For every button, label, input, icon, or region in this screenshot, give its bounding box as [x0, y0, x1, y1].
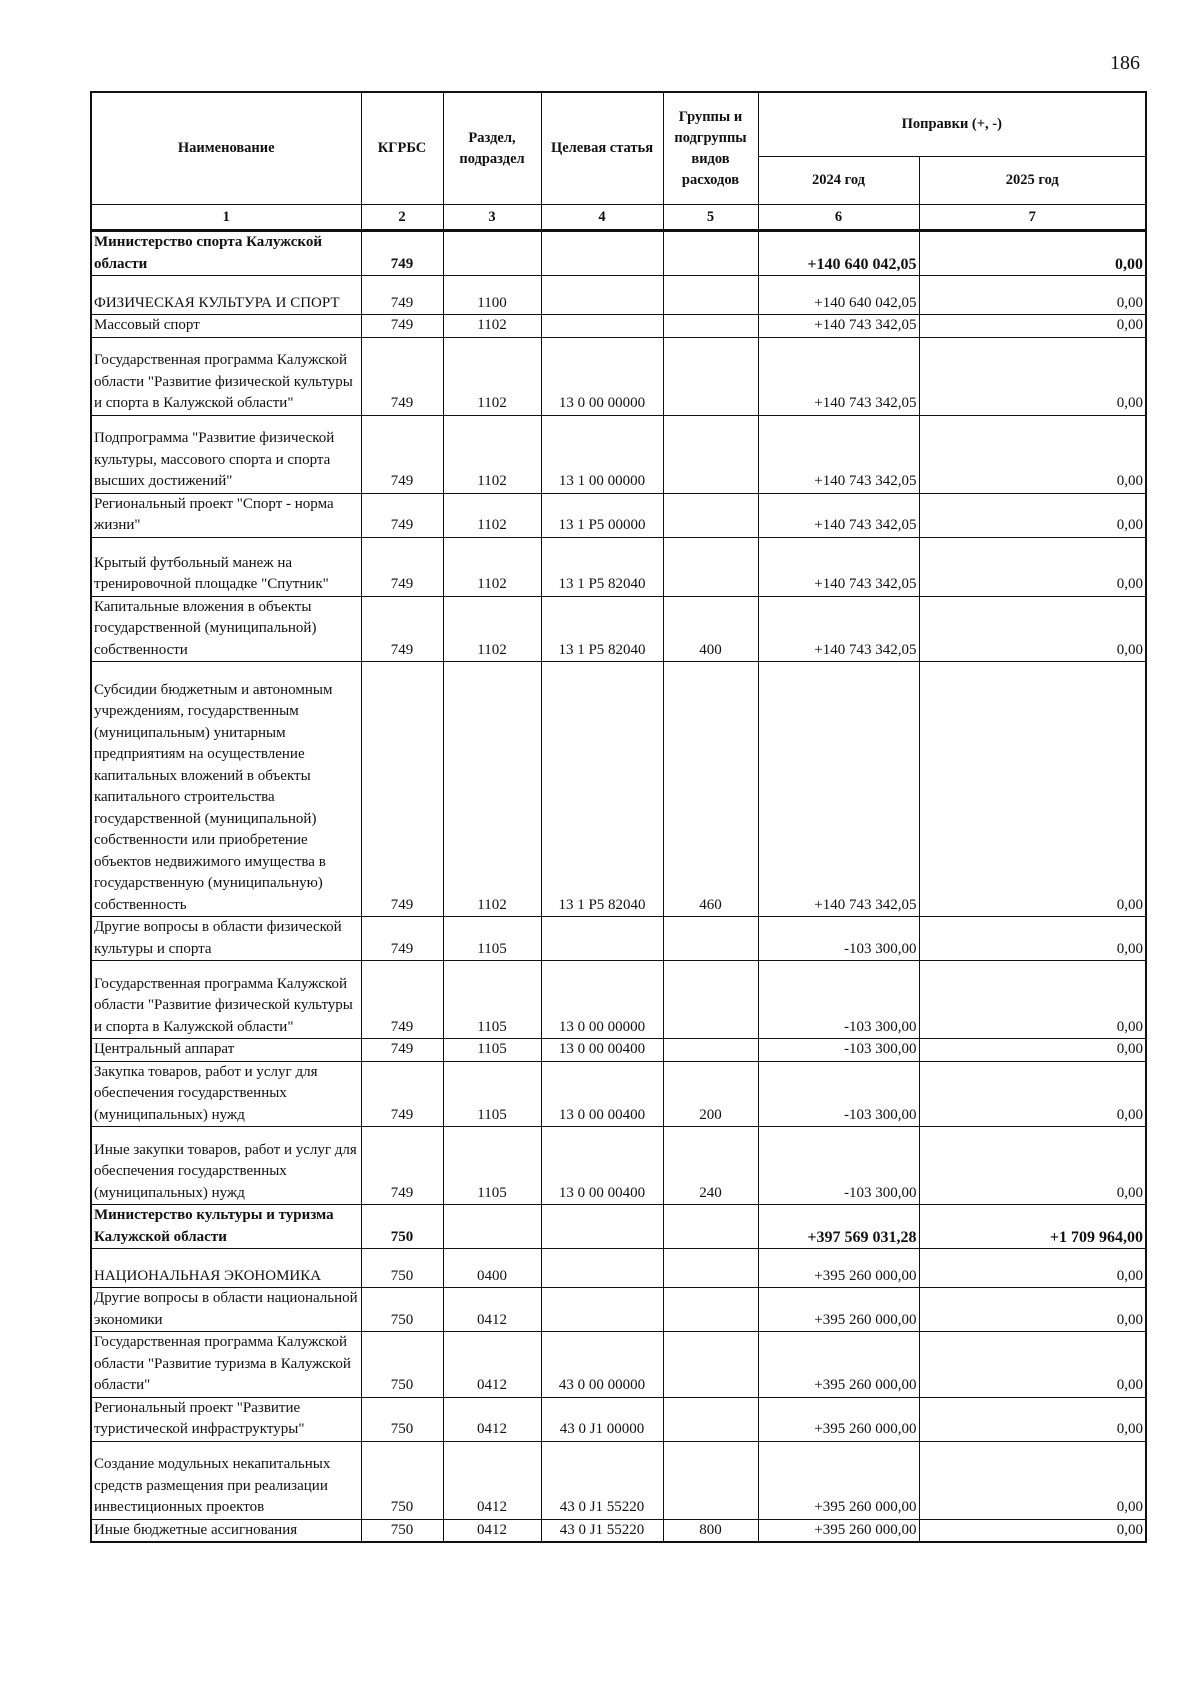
cell-group: 200 — [663, 1061, 758, 1127]
cell-group — [663, 1039, 758, 1062]
cell-section: 1105 — [443, 961, 541, 1039]
cell-2024: +140 743 342,05 — [758, 493, 919, 537]
cell-group — [663, 315, 758, 338]
header-year-2025: 2025 год — [919, 157, 1146, 205]
cell-2025: 0,00 — [919, 231, 1146, 276]
cell-kgrbs: 750 — [361, 1249, 443, 1288]
cell-kgrbs: 749 — [361, 493, 443, 537]
cell-target: 43 0 00 00000 — [541, 1332, 663, 1398]
cell-group: 400 — [663, 596, 758, 662]
cell-section: 1102 — [443, 415, 541, 493]
cell-kgrbs: 750 — [361, 1332, 443, 1398]
cell-2024: +395 260 000,00 — [758, 1519, 919, 1542]
cell-2024: +140 743 342,05 — [758, 315, 919, 338]
cell-section — [443, 1205, 541, 1249]
cell-name: Капитальные вложения в объекты государственной (муниципальной) собственности — [91, 596, 361, 662]
cell-name: Подпрограмма "Развитие физической культуры, массового спорта и спорта высших достижений" — [91, 415, 361, 493]
table-body — [91, 231, 1146, 1543]
cell-kgrbs: 749 — [361, 1061, 443, 1127]
cell-2024: +395 260 000,00 — [758, 1441, 919, 1519]
cell-2024: +140 743 342,05 — [758, 537, 919, 596]
cell-target: 43 0 J1 00000 — [541, 1397, 663, 1441]
cell-kgrbs: 750 — [361, 1519, 443, 1542]
cell-2024: +397 569 031,28 — [758, 1205, 919, 1249]
header-kgrbs: КГРБС — [361, 92, 443, 205]
cell-section: 0412 — [443, 1288, 541, 1332]
cell-group — [663, 493, 758, 537]
cell-name: Государственная программа Калужской области "Развитие туризма в Калужской области" — [91, 1332, 361, 1398]
cell-name: Центральный аппарат — [91, 1039, 361, 1062]
cell-2025: 0,00 — [919, 493, 1146, 537]
cell-target: 13 1 00 00000 — [541, 415, 663, 493]
cell-2024: +395 260 000,00 — [758, 1249, 919, 1288]
cell-target — [541, 1205, 663, 1249]
cell-kgrbs: 749 — [361, 961, 443, 1039]
cell-2025: 0,00 — [919, 415, 1146, 493]
cell-2024: +140 640 042,05 — [758, 276, 919, 315]
cell-section: 0412 — [443, 1441, 541, 1519]
cell-kgrbs: 750 — [361, 1441, 443, 1519]
table-row — [91, 493, 1146, 537]
cell-2025: 0,00 — [919, 1127, 1146, 1205]
cell-section: 1105 — [443, 1061, 541, 1127]
cell-kgrbs: 749 — [361, 1127, 443, 1205]
cell-group — [663, 1288, 758, 1332]
cell-2025: 0,00 — [919, 961, 1146, 1039]
cell-section: 1105 — [443, 917, 541, 961]
cell-section: 1102 — [443, 537, 541, 596]
header-target: Целевая статья — [541, 92, 663, 205]
cell-name: Крытый футбольный манеж на тренировочной площадке "Спутник" — [91, 537, 361, 596]
cell-section: 1102 — [443, 315, 541, 338]
cell-2024: +140 743 342,05 — [758, 415, 919, 493]
cell-kgrbs: 750 — [361, 1205, 443, 1249]
header-section: Раздел, подраздел — [443, 92, 541, 205]
table-row — [91, 1332, 1146, 1398]
table-row — [91, 1205, 1146, 1249]
cell-group — [663, 1205, 758, 1249]
cell-kgrbs: 749 — [361, 276, 443, 315]
cell-group — [663, 1332, 758, 1398]
cell-section: 1102 — [443, 337, 541, 415]
column-number: 2 — [361, 205, 443, 231]
cell-2024: -103 300,00 — [758, 917, 919, 961]
cell-kgrbs: 749 — [361, 537, 443, 596]
cell-target: 13 0 00 00400 — [541, 1127, 663, 1205]
table-row — [91, 1441, 1146, 1519]
cell-group: 800 — [663, 1519, 758, 1542]
cell-section: 0412 — [443, 1397, 541, 1441]
cell-group — [663, 415, 758, 493]
cell-target: 43 0 J1 55220 — [541, 1519, 663, 1542]
cell-kgrbs: 749 — [361, 917, 443, 961]
cell-name: Создание модульных некапитальных средств размещения при реализации инвестиционных проектов — [91, 1441, 361, 1519]
cell-group: 460 — [663, 662, 758, 917]
cell-group — [663, 1441, 758, 1519]
table-row — [91, 917, 1146, 961]
cell-kgrbs: 749 — [361, 231, 443, 276]
table-row — [91, 537, 1146, 596]
cell-section: 1105 — [443, 1039, 541, 1062]
cell-name: Государственная программа Калужской области "Развитие физической культуры и спорта в Калужской области" — [91, 337, 361, 415]
cell-group — [663, 1397, 758, 1441]
cell-target: 43 0 J1 55220 — [541, 1441, 663, 1519]
cell-target — [541, 917, 663, 961]
cell-group — [663, 276, 758, 315]
cell-2024: -103 300,00 — [758, 1127, 919, 1205]
cell-target: 13 0 00 00000 — [541, 961, 663, 1039]
cell-name: Государственная программа Калужской области "Развитие физической культуры и спорта в Калужской области" — [91, 961, 361, 1039]
cell-2024: +395 260 000,00 — [758, 1332, 919, 1398]
cell-target: 13 0 00 00000 — [541, 337, 663, 415]
cell-2025: +1 709 964,00 — [919, 1205, 1146, 1249]
cell-name: Министерство спорта Калужской области — [91, 231, 361, 276]
cell-2025: 0,00 — [919, 1441, 1146, 1519]
table-row — [91, 276, 1146, 315]
cell-group — [663, 231, 758, 276]
column-number: 4 — [541, 205, 663, 231]
cell-2025: 0,00 — [919, 1061, 1146, 1127]
cell-section: 1102 — [443, 662, 541, 917]
cell-name: Иные закупки товаров, работ и услуг для обеспечения государственных (муниципальных) нужд — [91, 1127, 361, 1205]
cell-target: 13 0 00 00400 — [541, 1061, 663, 1127]
table-header — [91, 92, 1146, 231]
cell-kgrbs: 749 — [361, 415, 443, 493]
budget-amendments-table — [90, 91, 1147, 1543]
cell-name: Закупка товаров, работ и услуг для обеспечения государственных (муниципальных) нужд — [91, 1061, 361, 1127]
cell-name: Массовый спорт — [91, 315, 361, 338]
table-row — [91, 1397, 1146, 1441]
cell-name: Региональный проект "Развитие туристической инфраструктуры" — [91, 1397, 361, 1441]
column-number: 5 — [663, 205, 758, 231]
cell-name: Субсидии бюджетным и автономным учреждениям, государственным (муниципальным) унитарным предприятиям на осуществление капитальных вложений в объекты капитального строительства государственной (муниципальной) собственности или приобретение объектов недвижимого имущества в государственную (муниципальную) собственность — [91, 662, 361, 917]
cell-2025: 0,00 — [919, 662, 1146, 917]
cell-2024: +395 260 000,00 — [758, 1397, 919, 1441]
cell-2025: 0,00 — [919, 1397, 1146, 1441]
page-number: 186 — [1110, 52, 1140, 74]
cell-target: 13 1 P5 82040 — [541, 662, 663, 917]
cell-target — [541, 1249, 663, 1288]
cell-section: 1105 — [443, 1127, 541, 1205]
table-row — [91, 1288, 1146, 1332]
cell-group — [663, 917, 758, 961]
cell-2025: 0,00 — [919, 315, 1146, 338]
cell-section: 0412 — [443, 1332, 541, 1398]
cell-2025: 0,00 — [919, 1249, 1146, 1288]
cell-kgrbs: 749 — [361, 596, 443, 662]
cell-target: 13 1 P5 82040 — [541, 596, 663, 662]
header-name: Наименование — [91, 92, 361, 205]
cell-2025: 0,00 — [919, 337, 1146, 415]
cell-section: 0412 — [443, 1519, 541, 1542]
cell-group: 240 — [663, 1127, 758, 1205]
cell-2025: 0,00 — [919, 1288, 1146, 1332]
table-row — [91, 315, 1146, 338]
table-row — [91, 337, 1146, 415]
column-number: 3 — [443, 205, 541, 231]
cell-2025: 0,00 — [919, 276, 1146, 315]
cell-2024: +140 743 342,05 — [758, 337, 919, 415]
column-number: 6 — [758, 205, 919, 231]
cell-kgrbs: 750 — [361, 1397, 443, 1441]
cell-kgrbs: 750 — [361, 1288, 443, 1332]
header-amendments: Поправки (+, -) — [758, 92, 1146, 157]
cell-2024: +140 743 342,05 — [758, 662, 919, 917]
cell-target — [541, 231, 663, 276]
cell-section: 1102 — [443, 596, 541, 662]
table-row — [91, 662, 1146, 917]
cell-target — [541, 315, 663, 338]
table-row — [91, 231, 1146, 276]
cell-name: Иные бюджетные ассигнования — [91, 1519, 361, 1542]
cell-name: Другие вопросы в области национальной экономики — [91, 1288, 361, 1332]
cell-name: Региональный проект "Спорт - норма жизни" — [91, 493, 361, 537]
cell-section: 1100 — [443, 276, 541, 315]
table-row — [91, 1249, 1146, 1288]
cell-group — [663, 1249, 758, 1288]
table-row — [91, 1039, 1146, 1062]
cell-target — [541, 1288, 663, 1332]
table-row — [91, 961, 1146, 1039]
cell-section: 1102 — [443, 493, 541, 537]
cell-2024: +395 260 000,00 — [758, 1288, 919, 1332]
table-row — [91, 415, 1146, 493]
cell-name: Другие вопросы в области физической культуры и спорта — [91, 917, 361, 961]
table-row — [91, 1061, 1146, 1127]
cell-section — [443, 231, 541, 276]
cell-2024: -103 300,00 — [758, 1039, 919, 1062]
cell-2025: 0,00 — [919, 1332, 1146, 1398]
cell-kgrbs: 749 — [361, 662, 443, 917]
cell-2025: 0,00 — [919, 537, 1146, 596]
cell-2025: 0,00 — [919, 596, 1146, 662]
cell-name: Министерство культуры и туризма Калужской области — [91, 1205, 361, 1249]
cell-2024: +140 743 342,05 — [758, 596, 919, 662]
cell-group — [663, 537, 758, 596]
cell-kgrbs: 749 — [361, 1039, 443, 1062]
cell-2025: 0,00 — [919, 1519, 1146, 1542]
cell-name: НАЦИОНАЛЬНАЯ ЭКОНОМИКА — [91, 1249, 361, 1288]
table-row — [91, 596, 1146, 662]
cell-kgrbs: 749 — [361, 315, 443, 338]
cell-2024: -103 300,00 — [758, 961, 919, 1039]
cell-target: 13 1 P5 82040 — [541, 537, 663, 596]
cell-target: 13 1 P5 00000 — [541, 493, 663, 537]
cell-2024: -103 300,00 — [758, 1061, 919, 1127]
header-year-2024: 2024 год — [758, 157, 919, 205]
column-number: 1 — [91, 205, 361, 231]
cell-section: 0400 — [443, 1249, 541, 1288]
cell-target: 13 0 00 00400 — [541, 1039, 663, 1062]
cell-kgrbs: 749 — [361, 337, 443, 415]
cell-target — [541, 276, 663, 315]
cell-2025: 0,00 — [919, 917, 1146, 961]
cell-group — [663, 961, 758, 1039]
header-groups: Группы и подгруппы видов расходов — [663, 92, 758, 205]
column-number: 7 — [919, 205, 1146, 231]
cell-name: ФИЗИЧЕСКАЯ КУЛЬТУРА И СПОРТ — [91, 276, 361, 315]
cell-2025: 0,00 — [919, 1039, 1146, 1062]
table-row — [91, 1127, 1146, 1205]
cell-2024: +140 640 042,05 — [758, 231, 919, 276]
table-row — [91, 1519, 1146, 1542]
cell-group — [663, 337, 758, 415]
